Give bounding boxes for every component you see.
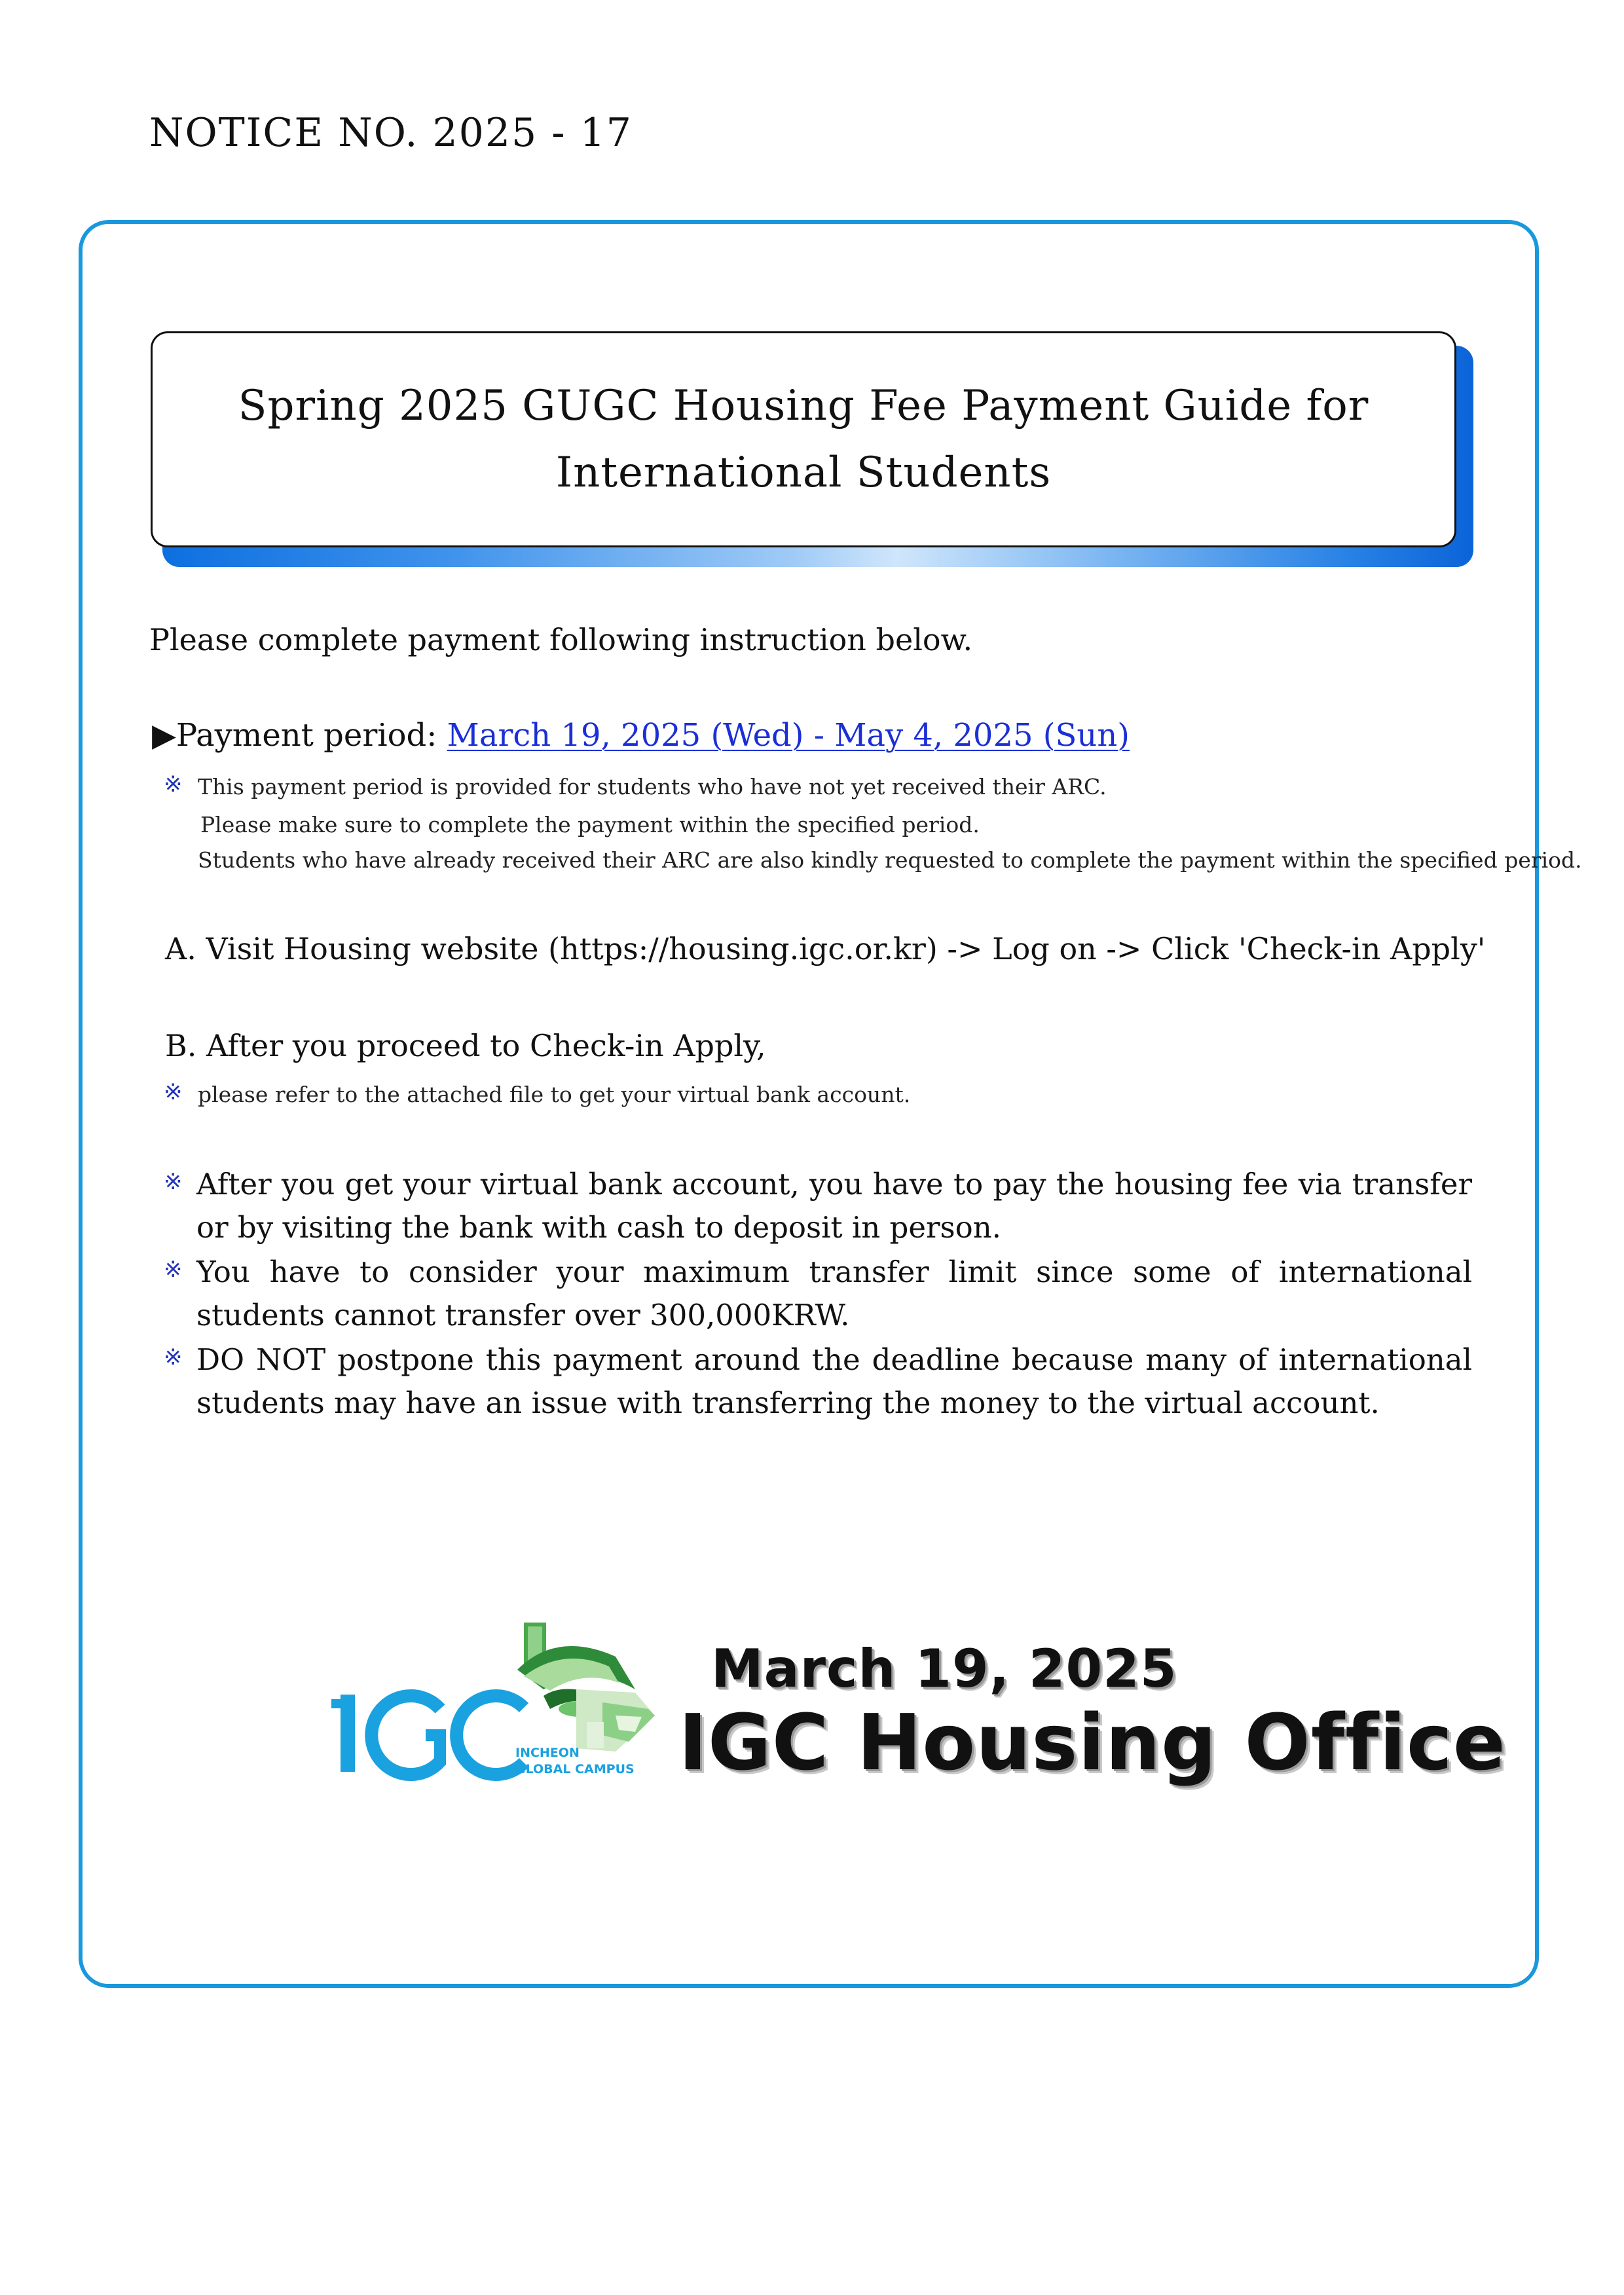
reference-mark-icon: ※ (164, 1257, 183, 1283)
reference-mark-icon: ※ (164, 771, 183, 798)
title-box (151, 331, 1456, 547)
step-b: B. After you proceed to Check-in Apply, (165, 1028, 766, 1063)
payment-period (152, 717, 1130, 754)
period-note-3: Students who have already received their ARC are also kindly requested to complete the payment within the specified period. (198, 847, 1582, 873)
igc-logo (327, 1617, 668, 1788)
period-note-1: This payment period is provided for students who have not yet received their ARC. (198, 774, 1107, 799)
step-a: A. Visit Housing website (https://housing.igc.or.kr) -> Log on -> Click 'Check-in Apply' (165, 931, 1486, 966)
reference-mark-icon: ※ (164, 1344, 183, 1370)
period-note-2: Please make sure to complete the payment within the specified period. (200, 812, 980, 837)
logo-line-1: INCHEON (515, 1746, 580, 1760)
payment-period-label: Payment period: (175, 717, 447, 754)
notice-number: NOTICE NO. 2025 - 17 (149, 110, 633, 156)
arrow-right-icon: ▶ (152, 717, 176, 754)
campus-illustration-icon (517, 1623, 655, 1752)
igc-wordmark (331, 1695, 524, 1774)
signature-office: IGC Housing Office (678, 1697, 1506, 1788)
intro-text: Please complete payment following instruction below. (149, 622, 973, 657)
title-banner (151, 331, 1473, 567)
note-deadline: DO NOT postpone this payment around the deadline because many of international students may have an issue with transferring the money to the virtual account. (196, 1342, 1472, 1420)
payment-period-dates[interactable]: March 19, 2025 (Wed) - May 4, 2025 (Sun) (447, 717, 1130, 754)
title-line-2: International Students (555, 449, 1052, 497)
logo-line-2: GLOBAL CAMPUS (515, 1762, 635, 1776)
step-b-note: please refer to the attached file to get your virtual bank account. (198, 1082, 911, 1107)
reference-mark-icon: ※ (164, 1079, 183, 1105)
note-transfer-limit: You have to consider your maximum transfer limit since some of international students cannot transfer over 300,000KRW. (196, 1255, 1472, 1332)
title-line-1: Spring 2025 GUGC Housing Fee Payment Guide for (238, 382, 1369, 430)
signature-date: March 19, 2025 (711, 1638, 1177, 1699)
reference-mark-icon: ※ (164, 1169, 183, 1195)
note-virtual-account: After you get your virtual bank account, you have to pay the housing fee via transfer or by visiting the bank with cash to deposit in person. (196, 1167, 1472, 1245)
